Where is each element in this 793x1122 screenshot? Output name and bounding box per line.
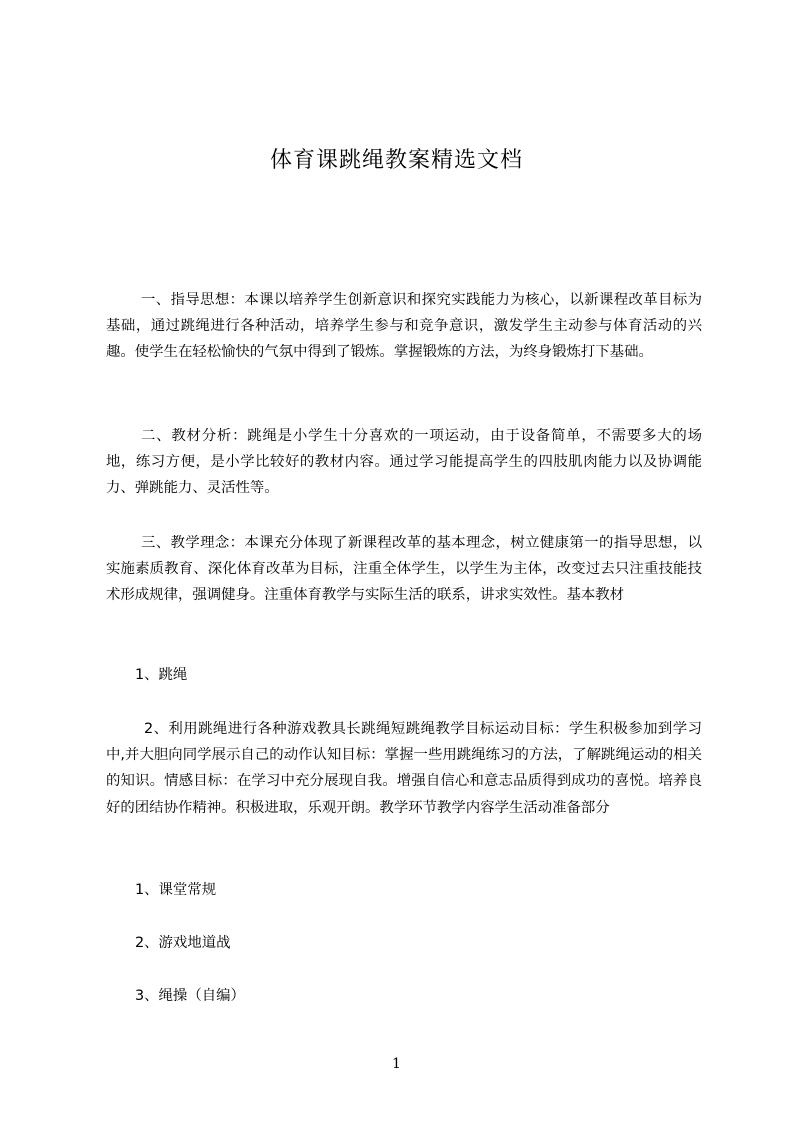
- list-item-classroom-routine: 1、课堂常规: [135, 882, 217, 898]
- list-item-tunnel-game: 2、游戏地道战: [135, 935, 231, 951]
- document-title: 体育课跳绳教案精选文档: [269, 148, 523, 173]
- list-item-rope-exercise: 3、绳操（自编）: [135, 988, 245, 1004]
- paragraph-teaching-philosophy: 三、教学理念：本课充分体现了新课程改革的基本理念，树立健康第一的指导思想，以实施素质教育、深化体育改革为目标，注重全体学生，以学生为主体，改变过去只注重技能技术形成规律，强调健身。注重体育教学与实际生活的联系，讲求实效性。基本教材: [106, 535, 702, 604]
- paragraph-guiding-ideology: 一、指导思想：本课以培养学生创新意识和探究实践能力为核心，以新课程改革目标为基础，通过跳绳进行各种活动，培养学生参与和竞争意识，激发学生主动参与体育活动的兴趣。使学生在轻松愉快的气氛中得到了锻炼。掌握锻炼的方法，为终身锻炼打下基础。: [106, 292, 702, 361]
- list-item-jump-rope: 1、跳绳: [135, 667, 188, 683]
- page-number: 1: [392, 1056, 401, 1072]
- paragraph-teaching-goals: 2、利用跳绳进行各种游戏教具长跳绳短跳绳教学目标运动目标：学生积极参加到学习中,并大胆向同学展示自己的动作认知目标：掌握一些用跳绳练习的方法，了解跳绳运动的相关的知识。情感目标：在学习中充分展现自我。增强自信心和意志品质得到成功的喜悦。培养良好的团结协作精神。积极进取，乐观开朗。教学环节教学内容学生活动准备部分: [106, 721, 702, 816]
- paragraph-material-analysis: 二、教材分析：跳绳是小学生十分喜欢的一项运动，由于设备简单，不需要多大的场地，练习方便，是小学比较好的教材内容。通过学习能提高学生的四肢肌肉能力以及协调能力、弹跳能力、灵活性等。: [106, 428, 702, 497]
